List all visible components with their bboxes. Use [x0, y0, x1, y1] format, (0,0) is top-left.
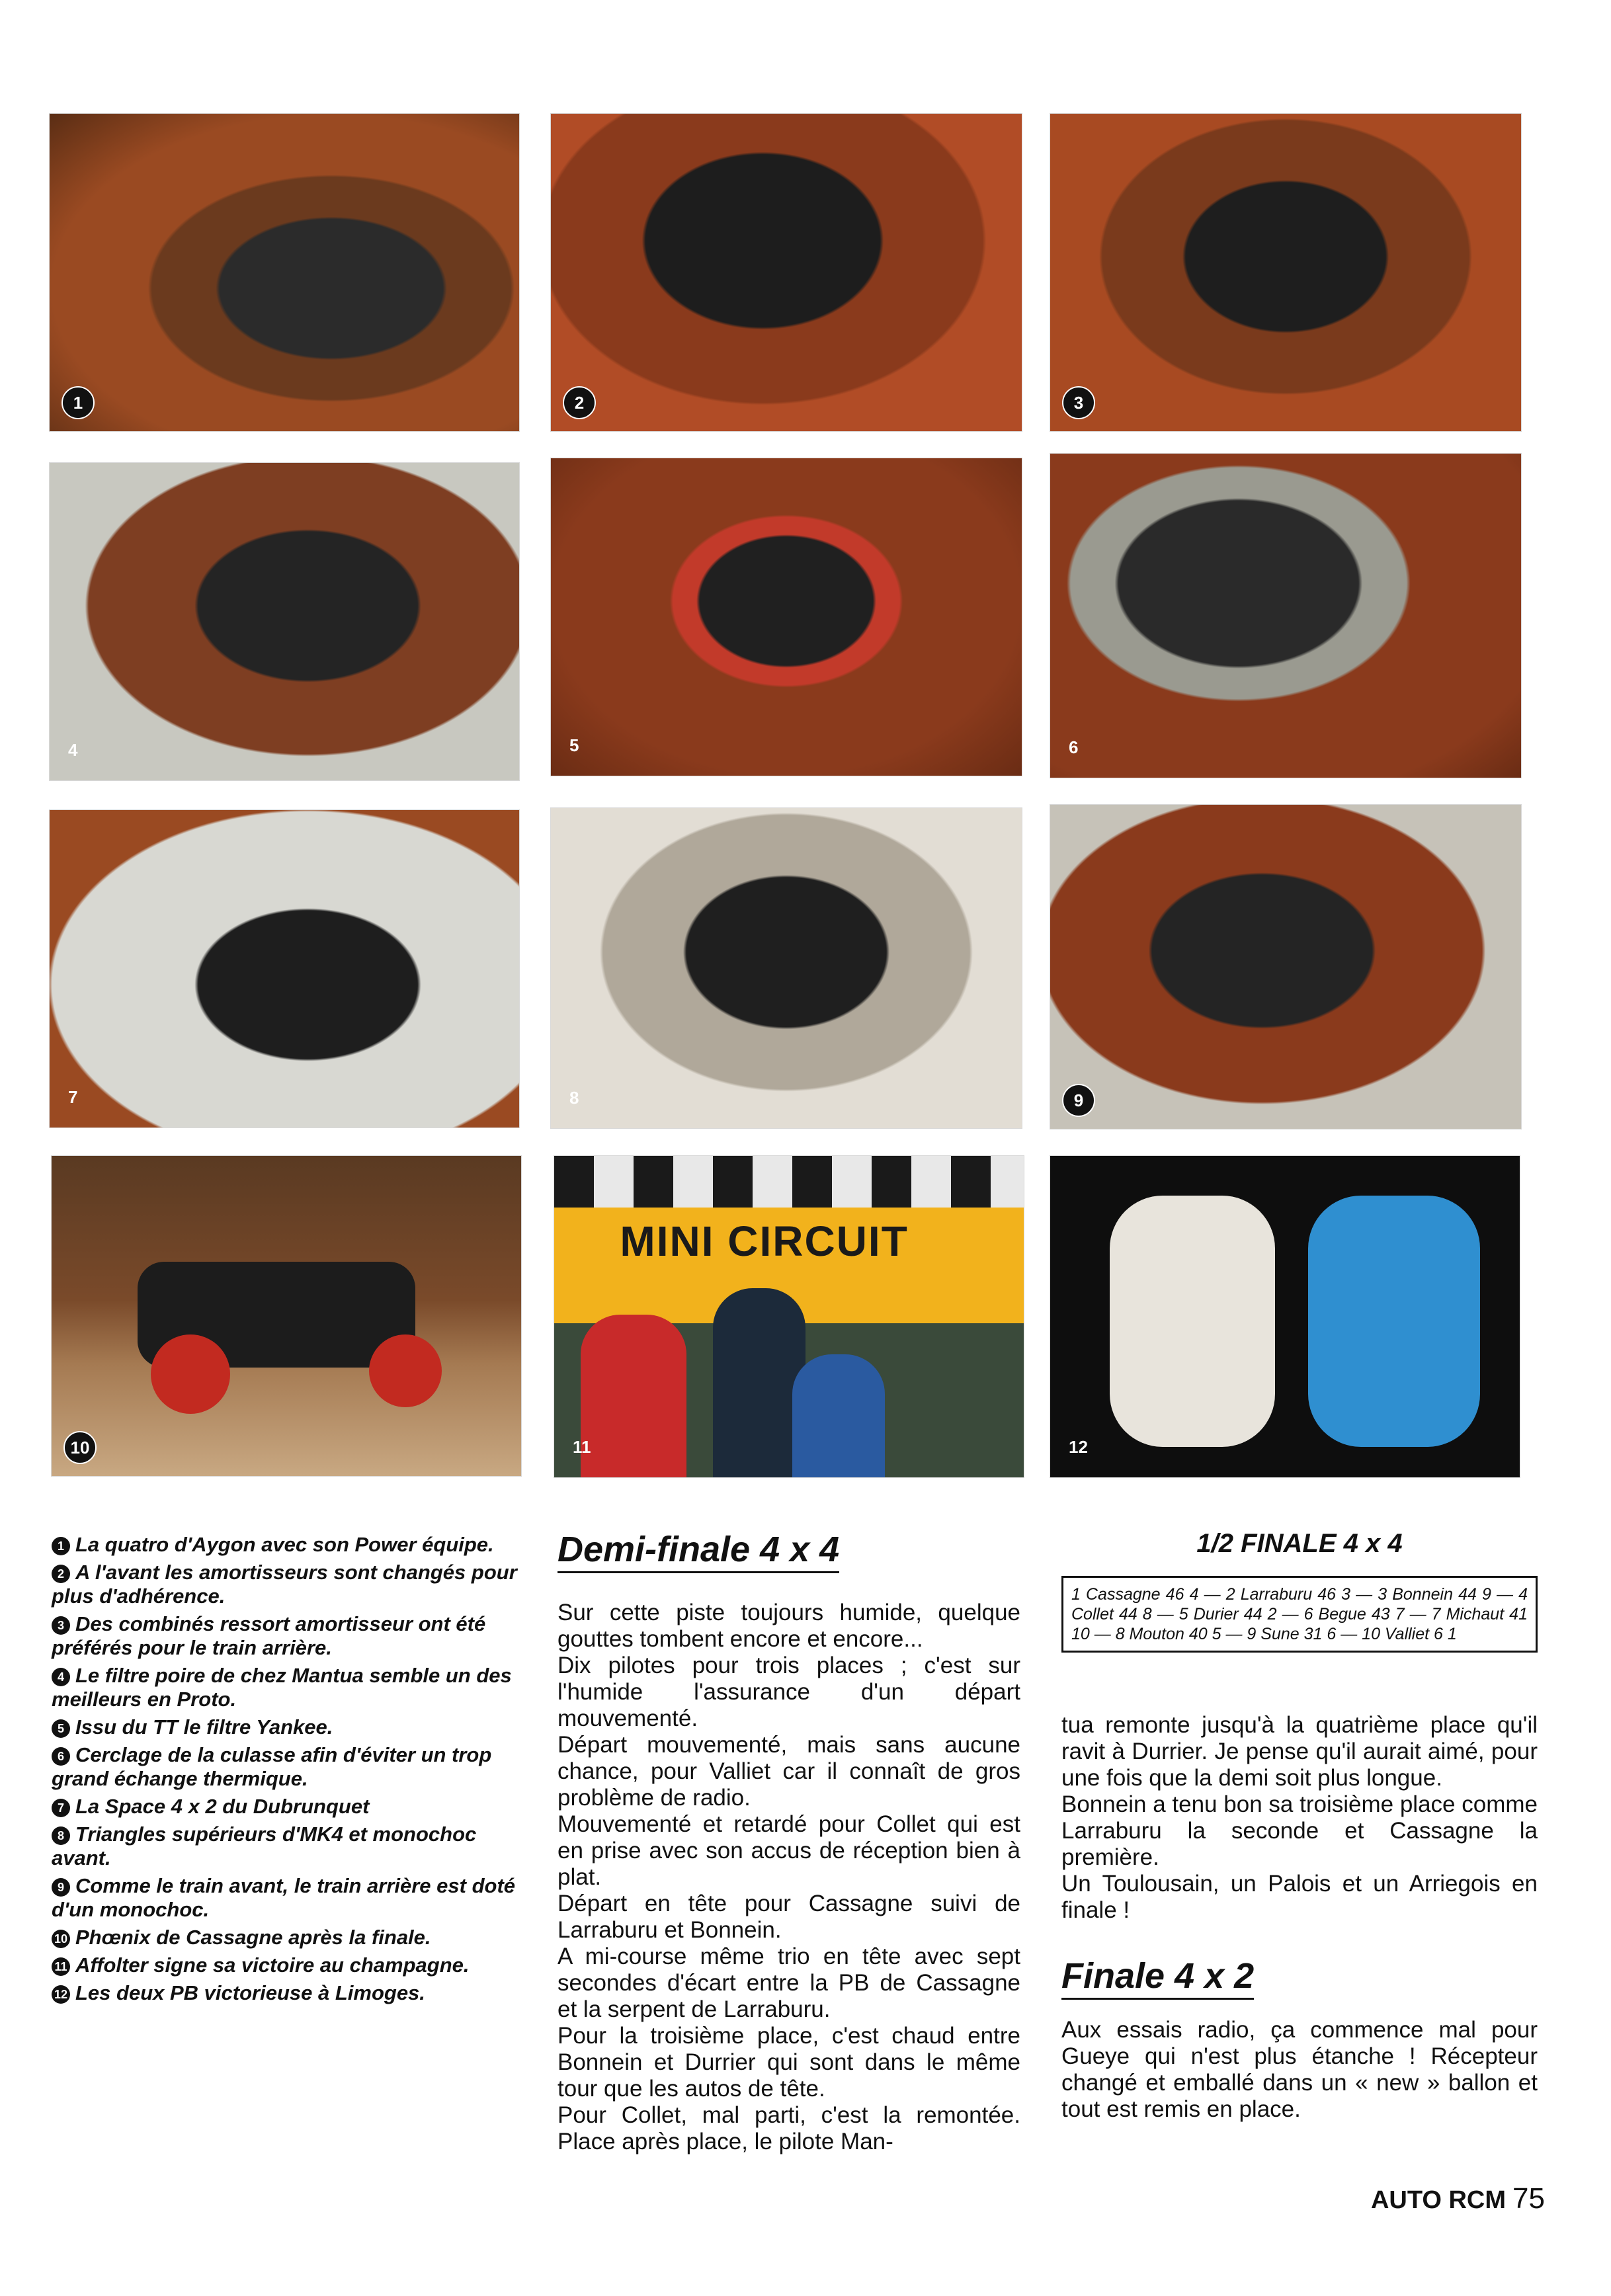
- paragraph: Pour Collet, mal parti, c'est la remontée. Place après place, le pilote Man-: [558, 2102, 1020, 2154]
- photo-4: [50, 463, 519, 780]
- photo-number: 12: [1069, 1437, 1088, 1457]
- photo-number: 1: [62, 386, 95, 419]
- photo-number: 2: [563, 386, 596, 419]
- results-box: 1 Cassagne 46 4 — 2 Larraburu 46 3 — 3 Bonnein 44 9 — 4 Collet 44 8 — 5 Durier 44 2 — 6 Begue 43 7 — 7 Michaut 41 10 — 8 Mouton 40 5 — 9 Sune 31 6 — 10 Valliet 6 1: [1061, 1576, 1538, 1653]
- magazine-name: AUTO RCM: [1370, 2186, 1507, 2214]
- caption: 8 Triangles supérieurs d'MK4 et monochoc avant.: [52, 1823, 477, 1869]
- person: [713, 1288, 806, 1477]
- photo-number: 5: [569, 735, 579, 755]
- caption-number-icon: 1: [52, 1537, 70, 1555]
- photo-6: [1050, 454, 1521, 778]
- paragraph: Un Toulousain, un Palois et un Arriegois en finale !: [1061, 1871, 1538, 1923]
- caption: 3 Des combinés ressort amortisseur ont été préférés pour le train arrière.: [52, 1612, 486, 1659]
- caption: 10 Phœnix de Cassagne après la finale.: [52, 1926, 528, 1949]
- page-number: 75: [1512, 2182, 1545, 2215]
- car-body-white: [1110, 1196, 1275, 1447]
- caption: 1 La quatro d'Aygon avec son Power équipe.: [52, 1533, 528, 1557]
- wheel: [151, 1334, 230, 1414]
- caption: 12 Les deux PB victorieuse à Limoges.: [52, 1981, 528, 2005]
- caption-number-icon: 2: [52, 1565, 70, 1583]
- caption-number-icon: 11: [52, 1957, 70, 1976]
- photo-number: 11: [573, 1437, 591, 1457]
- photo-5: [551, 458, 1022, 776]
- person: [581, 1315, 686, 1477]
- section-heading: Finale 4 x 2: [1061, 1955, 1254, 2000]
- car-body-blue: [1308, 1196, 1480, 1447]
- photo-1: [50, 114, 519, 431]
- paragraph: Départ mouvementé, mais sans aucune chance, pour Valliet car il connaît de gros problème de radio.: [558, 1732, 1020, 1811]
- photo-7: [50, 810, 519, 1128]
- caption: 9 Comme le train avant, le train arrière est doté d'un monochoc.: [52, 1874, 516, 1921]
- caption: 6 Cerclage de la culasse afin d'éviter un trop grand échange thermique.: [52, 1743, 492, 1790]
- paragraph: tua remonte jusqu'à la quatrième place qu'il ravit à Durrier. Je pense qu'il aurait aimé, pour une fois que la demi soit plus longue.: [1061, 1712, 1538, 1791]
- caption-number-icon: 4: [52, 1668, 70, 1686]
- paragraph: Sur cette piste toujours humide, quelque gouttes tombent encore et encore...: [558, 1600, 1020, 1652]
- caption-number-icon: 3: [52, 1616, 70, 1635]
- paragraph: Aux essais radio, ça commence mal pour Gueye qui n'est plus étanche ! Récepteur changé et emballé dans un « new » ballon et tout est remis en place.: [1061, 2017, 1538, 2122]
- results-section: [1061, 1529, 1538, 2123]
- photo-2: [551, 114, 1022, 431]
- photo-number: 7: [68, 1087, 78, 1107]
- photo-number: 3: [1062, 386, 1095, 419]
- photo-number: 10: [63, 1431, 97, 1464]
- caption: 4 Le filtre poire de chez Mantua semble un des meilleurs en Proto.: [52, 1664, 512, 1711]
- paragraph: Dix pilotes pour trois places ; c'est sur l'humide l'assurance d'un départ mouvementé.: [558, 1653, 1020, 1731]
- caption-number-icon: 10: [52, 1930, 70, 1948]
- results-title: 1/2 FINALE 4 x 4: [1196, 1529, 1403, 1558]
- caption-number-icon: 12: [52, 1985, 70, 2004]
- demi-finale-section: [558, 1529, 1020, 2155]
- section-heading: Demi-finale 4 x 4: [558, 1529, 839, 1573]
- paragraph: Pour la troisième place, c'est chaud entre Bonnein et Durrier qui sont dans le même tour que les autos de tête.: [558, 2023, 1020, 2102]
- caption: 5 Issu du TT le filtre Yankee.: [52, 1715, 528, 1739]
- caption: 11 Affolter signe sa victoire au champagne.: [52, 1953, 528, 1977]
- photo-number: 4: [68, 740, 78, 760]
- photo-captions: [52, 1533, 528, 2009]
- photo-number: 8: [569, 1088, 579, 1108]
- caption-number-icon: 6: [52, 1747, 70, 1766]
- caption-number-icon: 7: [52, 1799, 70, 1817]
- caption-number-icon: 8: [52, 1826, 70, 1845]
- photo-10: [52, 1156, 521, 1476]
- person: [792, 1354, 885, 1477]
- photo-12: [1050, 1156, 1520, 1477]
- caption-number-icon: 5: [52, 1719, 70, 1738]
- caption-number-icon: 9: [52, 1878, 70, 1897]
- paragraph: A mi-course même trio en tête avec sept secondes d'écart entre la PB de Cassagne et la serpent de Larraburu.: [558, 1944, 1020, 2022]
- photo-9: [1050, 805, 1521, 1129]
- photo-11: [554, 1156, 1024, 1477]
- paragraph: Bonnein a tenu bon sa troisième place comme Larraburu la seconde et Cassagne la première.: [1061, 1791, 1538, 1870]
- photo-number: 6: [1069, 737, 1079, 757]
- caption: 7 La Space 4 x 2 du Dubrunquet: [52, 1795, 528, 1819]
- wheel: [369, 1334, 442, 1407]
- paragraph: Mouvementé et retardé pour Collet qui est en prise avec son accus de réception bien à plat.: [558, 1811, 1020, 1890]
- caption: 2 A l'avant les amortisseurs sont changés pour plus d'adhérence.: [52, 1561, 517, 1608]
- photo-8: [551, 808, 1022, 1128]
- photo-number: 9: [1062, 1084, 1095, 1117]
- page-footer: [1371, 2182, 1545, 2215]
- photo-3: [1050, 114, 1521, 431]
- sign-text: MINI CIRCUIT: [620, 1217, 909, 1266]
- paragraph: Départ en tête pour Cassagne suivi de Larraburu et Bonnein.: [558, 1891, 1020, 1943]
